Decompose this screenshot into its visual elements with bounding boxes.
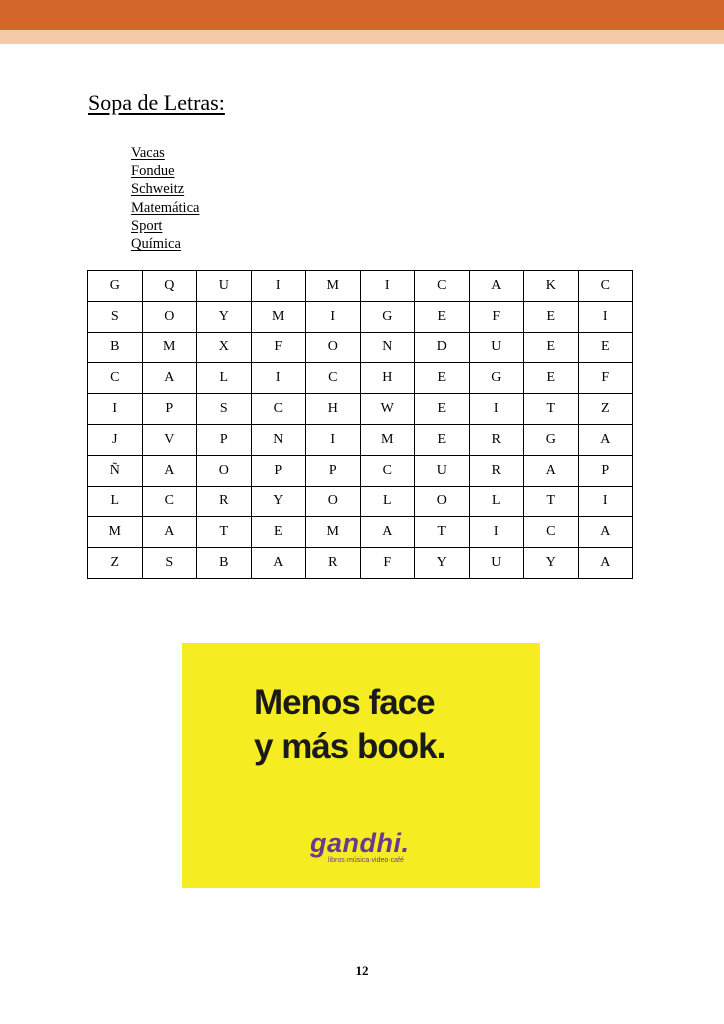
grid-cell: M — [360, 424, 415, 455]
grid-row — [88, 394, 633, 425]
grid-cell: I — [469, 517, 524, 548]
grid-cell: B — [197, 548, 252, 579]
grid-cell: A — [578, 548, 633, 579]
grid-row — [88, 548, 633, 579]
grid-cell: A — [142, 455, 197, 486]
grid-cell: E — [524, 363, 579, 394]
grid-cell: L — [469, 486, 524, 517]
grid-cell: R — [306, 548, 361, 579]
grid-cell: C — [306, 363, 361, 394]
grid-cell: I — [251, 271, 306, 302]
grid-cell: S — [88, 301, 143, 332]
grid-cell: I — [469, 394, 524, 425]
grid-cell: M — [306, 271, 361, 302]
grid-cell: I — [578, 301, 633, 332]
grid-cell: U — [469, 548, 524, 579]
grid-cell: A — [251, 548, 306, 579]
grid-cell: G — [360, 301, 415, 332]
word-list-item: Fondue — [131, 163, 175, 180]
grid-cell: H — [306, 394, 361, 425]
grid-cell: Y — [415, 548, 470, 579]
grid-cell: C — [415, 271, 470, 302]
word-search-grid — [87, 270, 633, 579]
grid-cell: W — [360, 394, 415, 425]
grid-cell: L — [360, 486, 415, 517]
ad-tagline: libros·música·video·café — [328, 857, 404, 864]
grid-cell: I — [306, 424, 361, 455]
grid-cell: K — [524, 271, 579, 302]
grid-cell: G — [88, 271, 143, 302]
ad-headline-line: Menos face — [254, 683, 435, 722]
grid-cell: O — [142, 301, 197, 332]
header-sub-bar — [0, 30, 724, 44]
grid-cell: I — [306, 301, 361, 332]
grid-cell: J — [88, 424, 143, 455]
grid-cell: T — [415, 517, 470, 548]
grid-cell: Q — [142, 271, 197, 302]
grid-cell: C — [251, 394, 306, 425]
grid-cell: U — [197, 271, 252, 302]
grid-cell: I — [578, 486, 633, 517]
grid-cell: P — [306, 455, 361, 486]
grid-cell: O — [415, 486, 470, 517]
grid-cell: F — [251, 332, 306, 363]
header-bar — [0, 0, 724, 30]
word-list-item: Schweitz — [131, 181, 185, 198]
grid-cell: M — [306, 517, 361, 548]
grid-cell: G — [524, 424, 579, 455]
grid-cell: P — [142, 394, 197, 425]
gandhi-logo — [310, 829, 410, 865]
grid-cell: C — [142, 486, 197, 517]
grid-cell: T — [524, 486, 579, 517]
grid-cell: E — [251, 517, 306, 548]
grid-cell: O — [306, 332, 361, 363]
grid-cell: I — [88, 394, 143, 425]
grid-cell: M — [251, 301, 306, 332]
grid-cell: Y — [197, 301, 252, 332]
grid-cell: C — [88, 363, 143, 394]
grid-cell: A — [142, 517, 197, 548]
grid-cell: P — [251, 455, 306, 486]
grid-row — [88, 424, 633, 455]
grid-row — [88, 271, 633, 302]
grid-cell: R — [197, 486, 252, 517]
grid-cell: E — [415, 301, 470, 332]
grid-cell: E — [578, 332, 633, 363]
grid-cell: O — [197, 455, 252, 486]
grid-cell: F — [469, 301, 524, 332]
gandhi-ad — [182, 643, 540, 888]
grid-cell: O — [306, 486, 361, 517]
grid-cell: T — [197, 517, 252, 548]
grid-cell: U — [415, 455, 470, 486]
ad-headline — [254, 681, 445, 769]
grid-cell: E — [524, 332, 579, 363]
word-list-item: Sport — [131, 217, 163, 234]
grid-cell: A — [578, 517, 633, 548]
word-list-item: Matemática — [131, 199, 200, 216]
grid-cell: E — [415, 394, 470, 425]
grid-cell: G — [469, 363, 524, 394]
page-title: Sopa de Letras: — [88, 90, 225, 115]
grid-cell: A — [578, 424, 633, 455]
grid-cell: A — [360, 517, 415, 548]
grid-cell: I — [251, 363, 306, 394]
grid-row — [88, 486, 633, 517]
grid-cell: A — [142, 363, 197, 394]
grid-cell: H — [360, 363, 415, 394]
grid-row — [88, 517, 633, 548]
grid-cell: N — [360, 332, 415, 363]
grid-cell: V — [142, 424, 197, 455]
grid-cell: Y — [524, 548, 579, 579]
grid-row — [88, 332, 633, 363]
grid-cell: Ñ — [88, 455, 143, 486]
grid-cell: A — [524, 455, 579, 486]
grid-cell: A — [469, 271, 524, 302]
grid-cell: Z — [88, 548, 143, 579]
grid-cell: C — [360, 455, 415, 486]
grid-cell: E — [524, 301, 579, 332]
ad-headline-line: y más book. — [254, 727, 446, 766]
grid-cell: M — [88, 517, 143, 548]
grid-cell: N — [251, 424, 306, 455]
grid-cell: R — [469, 424, 524, 455]
word-list-item: Química — [131, 236, 181, 253]
grid-row — [88, 455, 633, 486]
grid-cell: L — [197, 363, 252, 394]
grid-cell: T — [524, 394, 579, 425]
grid-cell: C — [578, 271, 633, 302]
word-list-item: Vacas — [131, 145, 165, 161]
grid-cell: B — [88, 332, 143, 363]
ad-brand: gandhi. — [310, 828, 410, 858]
grid-cell: S — [142, 548, 197, 579]
grid-cell: D — [415, 332, 470, 363]
word-list — [131, 144, 199, 253]
grid-cell: E — [415, 363, 470, 394]
grid-cell: F — [360, 548, 415, 579]
grid-cell: X — [197, 332, 252, 363]
grid-cell: R — [469, 455, 524, 486]
page-number: 12 — [355, 963, 369, 978]
grid-cell: Z — [578, 394, 633, 425]
grid-cell: M — [142, 332, 197, 363]
grid-cell: U — [469, 332, 524, 363]
grid-cell: I — [360, 271, 415, 302]
grid-cell: E — [415, 424, 470, 455]
grid-cell: C — [524, 517, 579, 548]
grid-cell: P — [197, 424, 252, 455]
grid-cell: F — [578, 363, 633, 394]
grid-row — [88, 363, 633, 394]
grid-cell: L — [88, 486, 143, 517]
grid-cell: Y — [251, 486, 306, 517]
grid-cell: P — [578, 455, 633, 486]
grid-row — [88, 301, 633, 332]
grid-cell: S — [197, 394, 252, 425]
